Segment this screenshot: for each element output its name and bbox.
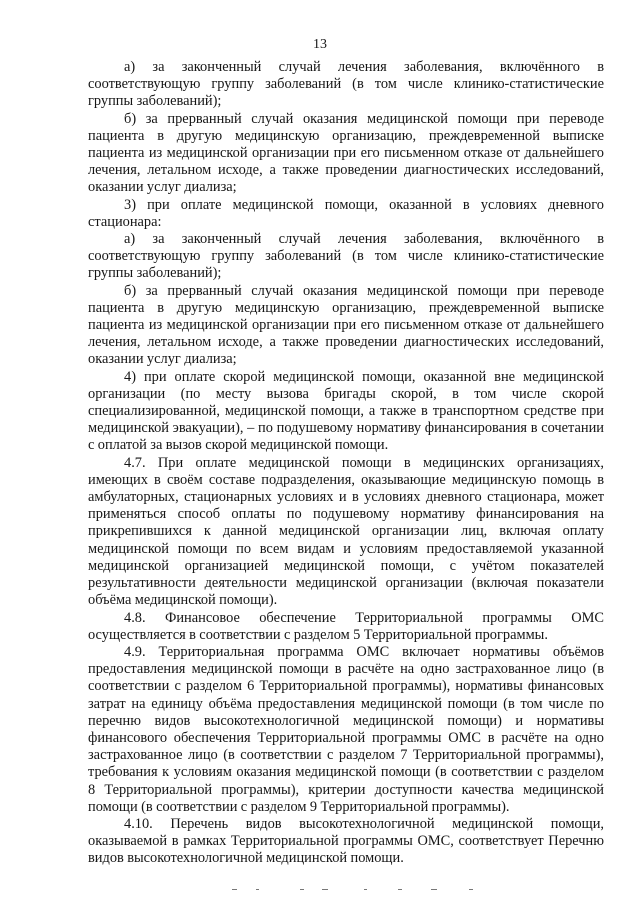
scan-mark — [256, 889, 259, 890]
scan-mark — [431, 889, 437, 890]
paragraph-3b: б) за прерванный случай оказания медицинской помощи при переводе пациента в другую медицинскую организацию, преждевременной выписке пациента из медицинской организации при его письменном отказе от дальнейшего лечения, летальном исходе, а также проведении диагностических исследований, оказании услуг диализа; — [88, 110, 604, 196]
document-body — [88, 59, 604, 868]
page-number: 13 — [313, 37, 327, 52]
scan-mark — [469, 889, 473, 890]
paragraph-4-8: 4.8. Финансовое обеспечение Территориальной программы ОМС осуществляется в соответствии с разделом 5 Территориальной программы. — [88, 609, 604, 643]
scan-mark — [300, 889, 304, 890]
scan-footer-marks — [0, 885, 640, 897]
paragraph-4-7: 4.7. При оплате медицинской помощи в медицинских организациях, имеющих в своём составе подразделения, оказывающие медицинскую помощь в амбулаторных, стационарных условиях и в условиях дневного стационара, может применяться способ оплаты по подушевому нормативу финансирования на прикрепившихся к данной медицинской организации лиц, включая оплату медицинской помощи по всем видам и условиям предоставляемой указанной медицинской организацией медицинской помощи, с учётом показателей результативности деятельности медицинской организации (включая показатели объёма медицинской помощи). — [88, 454, 604, 609]
paragraph-4-10: 4.10. Перечень видов высокотехнологичной медицинской помощи, оказываемой в рамках Территориальной программы ОМС, соответствует Перечню видов высокотехнологичной медицинской помощи. — [88, 815, 604, 867]
paragraph-4-9: 4.9. Территориальная программа ОМС включает нормативы объёмов предоставления медицинской помощи в расчёте на одно застрахованное лицо (в соответствии с разделом 6 Территориальной программы), нормативы финансовых затрат на единицу объёма предоставления медицинской помощи (в том числе по перечню видов высокотехнологичной медицинской помощи) и нормативы финансового обеспечения Территориальной программы ОМС в расчёте на одно застрахованное лицо (в соответствии с разделом 7 Территориальной программы), требования к условиям оказания медицинской помощи (в соответствии с разделом 8 Территориальной программы), критерии доступности качества медицинской помощи (в соответствии с разделом 9 Территориальной программы). — [88, 643, 604, 815]
paragraph-day-hospital-a: а) за законченный случай лечения заболевания, включённого в соответствующую группу заболеваний (в том числе клинико-статистические группы заболеваний); — [88, 231, 604, 282]
scan-mark — [322, 889, 328, 890]
scan-mark — [232, 889, 237, 890]
paragraph-3a: а) за законченный случай лечения заболевания, включённого в соответствующую группу заболеваний (в том числе клинико-статистические группы заболеваний); — [88, 59, 604, 110]
paragraph-item-3: 3) при оплате медицинской помощи, оказанной в условиях дневного стационара: — [88, 196, 604, 230]
scan-mark — [398, 889, 402, 890]
scan-mark — [364, 889, 367, 890]
paragraph-day-hospital-b: б) за прерванный случай оказания медицинской помощи при переводе пациента в другую медицинскую организацию, преждевременной выписке пациента из медицинской организации при его письменном отказе от дальнейшего лечения, летальном исходе, а также проведении диагностических исследований, оказании услуг диализа; — [88, 282, 604, 368]
paragraph-item-4: 4) при оплате скорой медицинской помощи, оказанной вне медицинской организации (по месту вызова бригады скорой, в том числе скорой специализированной, медицинской помощи, а также в транспортном средстве при медицинской эвакуации), – по подушевому нормативу финансирования в сочетании с оплатой за вызов скорой медицинской помощи. — [88, 368, 604, 454]
